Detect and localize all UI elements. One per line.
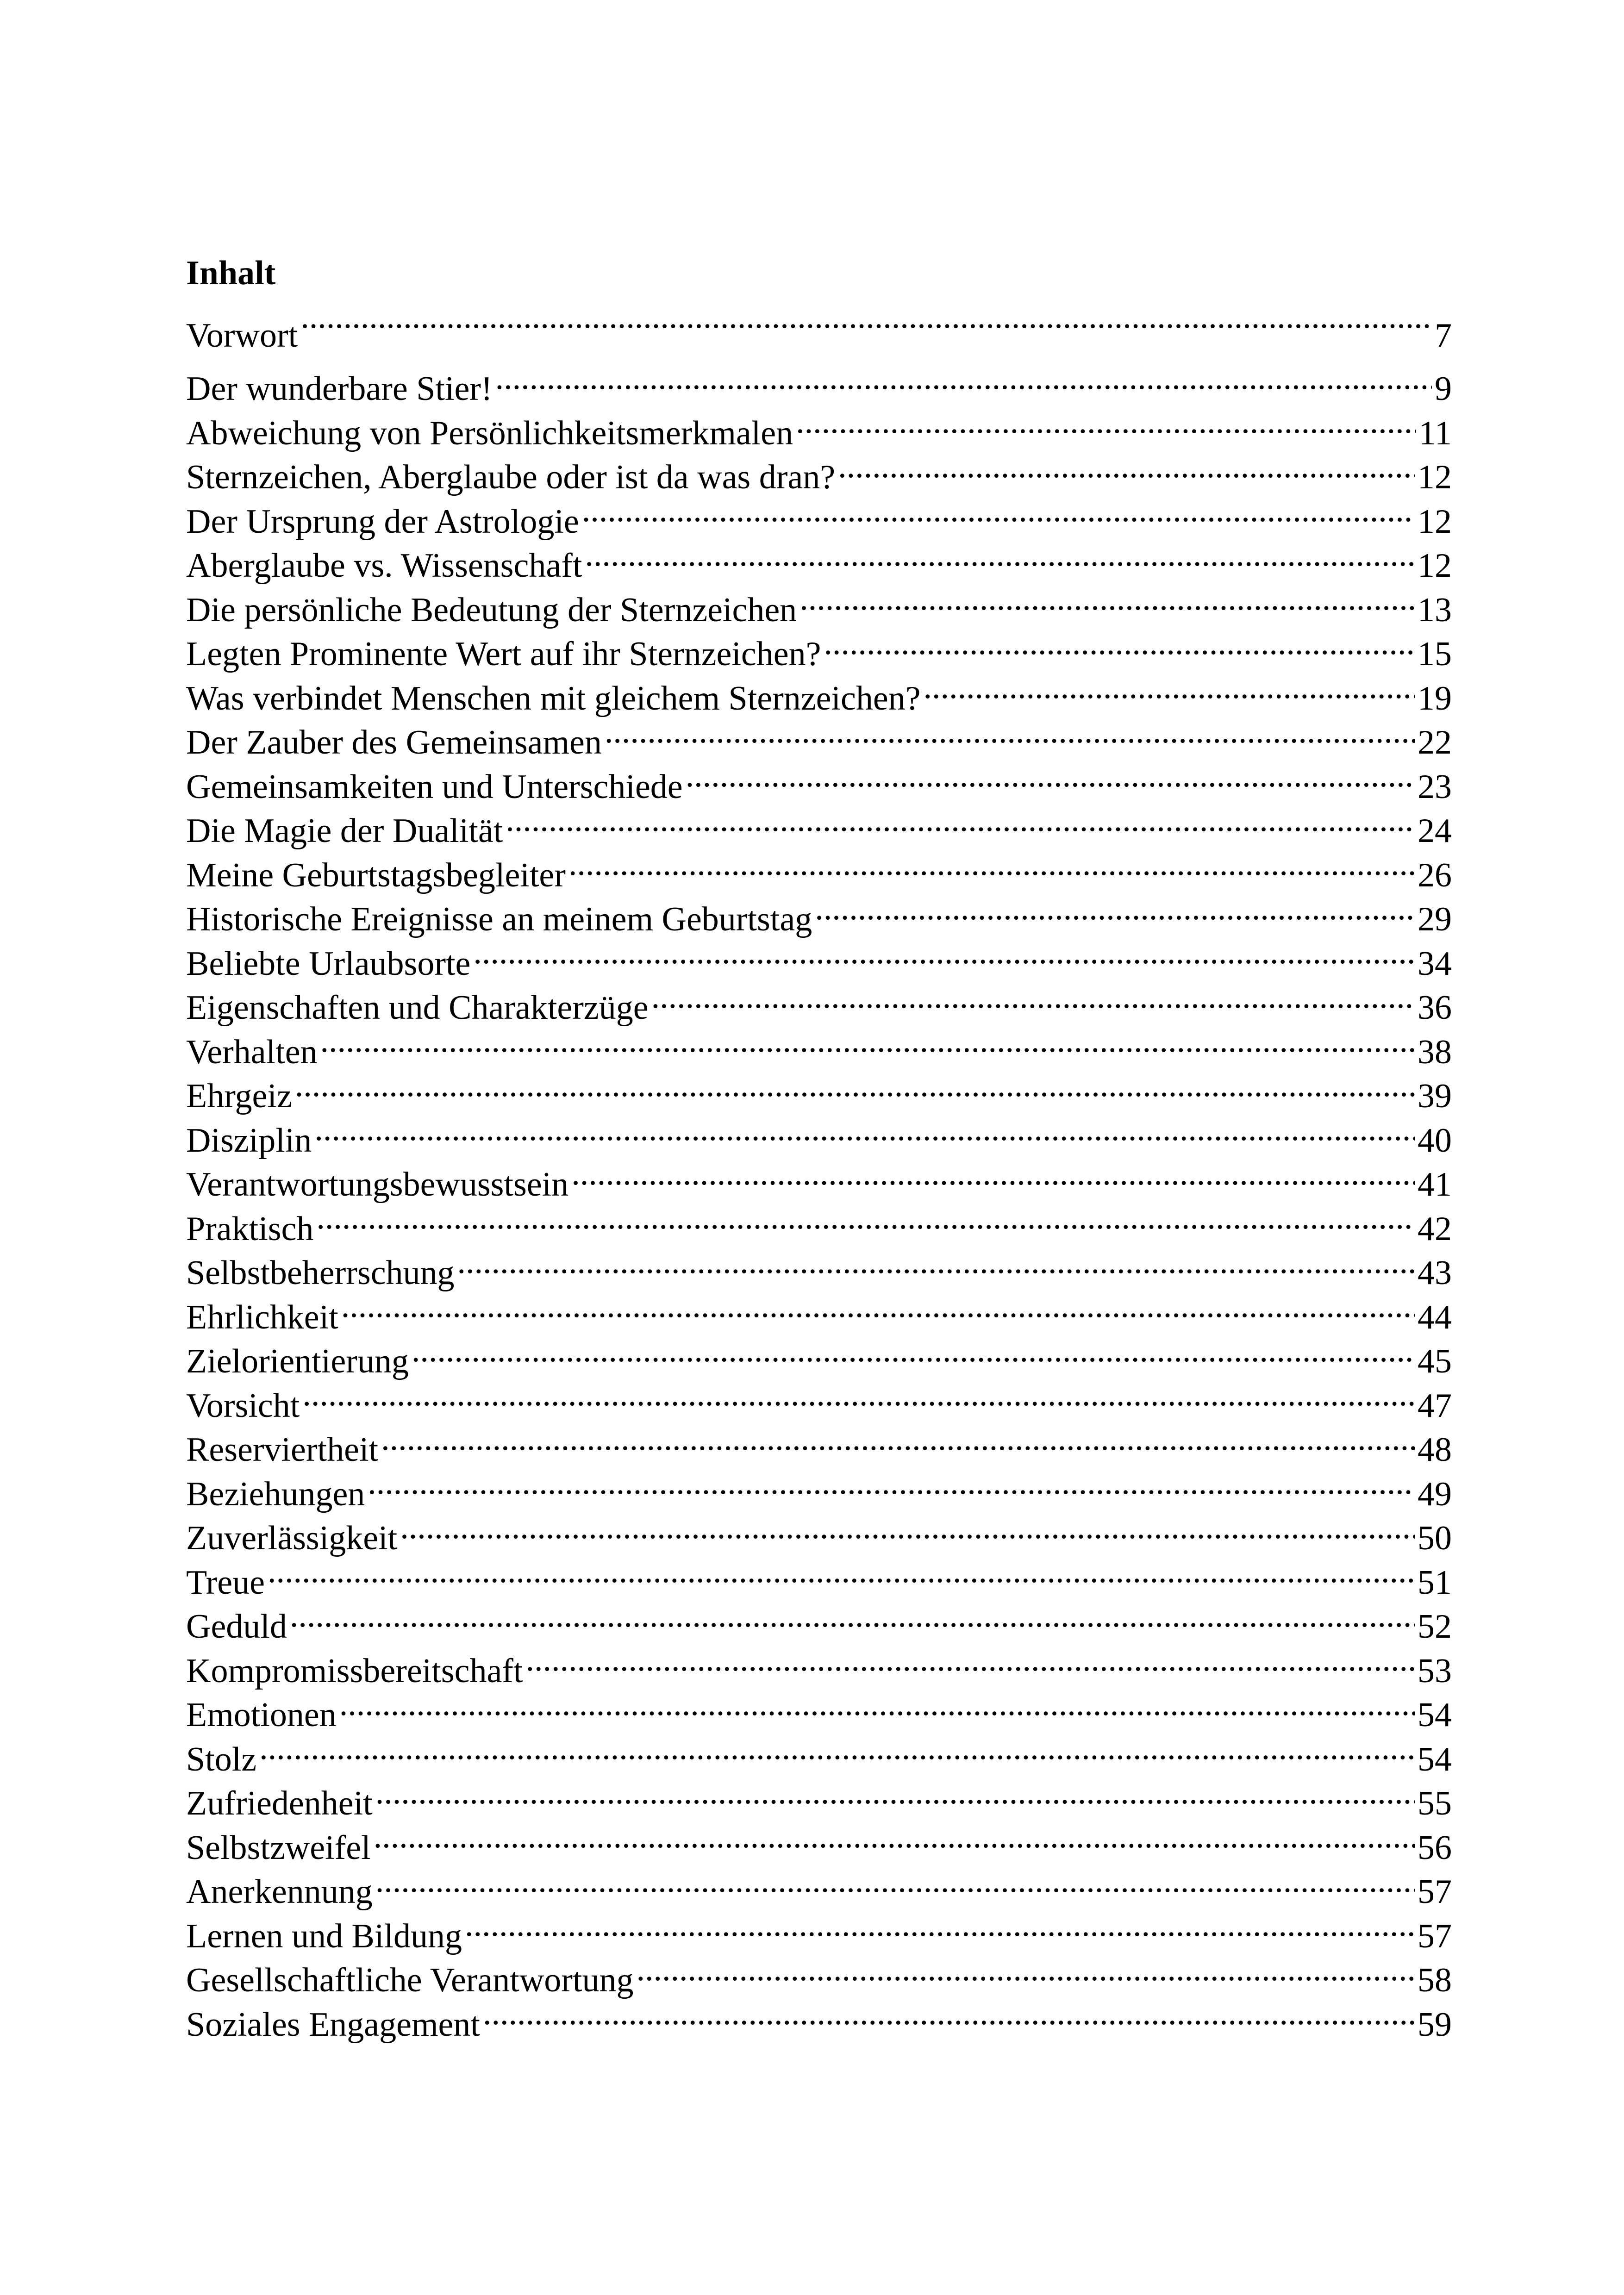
toc-entry-page-number: 9 [1435,370,1452,408]
toc-entry-title: Anerkennung [186,1873,373,1911]
toc-entry [186,1471,1452,1515]
toc-entry-page-number: 59 [1418,2005,1452,2044]
dot-leader [568,852,1415,886]
toc-entry-title: Die Magie der Dualität [186,812,503,850]
toc-entry-title: Stolz [186,1740,257,1778]
toc-entry-title: Ehrlichkeit [186,1298,338,1336]
toc-entry-page-number: 12 [1418,458,1452,496]
toc-entry-title: Eigenschaften und Charakterzüge [186,989,649,1027]
toc-entry-page-number: 39 [1418,1077,1452,1115]
toc-entry [186,896,1452,941]
toc-entry-page-number: 38 [1418,1033,1452,1071]
toc-entry-title: Verhalten [186,1033,318,1071]
toc-entry-page-number: 29 [1418,900,1452,938]
toc-entry-title: Abweichung von Persönlichkeitsmerkmalen [186,414,793,452]
toc-entry [186,1206,1452,1250]
dot-leader [316,1206,1415,1240]
toc-entry-page-number: 41 [1418,1166,1452,1204]
dot-leader [374,1825,1415,1859]
toc-entry [186,852,1452,897]
dot-leader [341,1294,1415,1328]
toc-entry-title: Selbstbeherrschung [186,1254,455,1292]
dot-leader [473,941,1415,975]
toc-entry-title: Legten Prominente Wert auf ihr Sternzeichen? [186,635,821,673]
toc-entry-page-number: 42 [1418,1210,1452,1248]
toc-entry [186,1957,1452,2002]
toc-entry [186,1825,1452,1869]
table-of-contents [186,241,1452,2046]
dot-leader [582,499,1415,533]
toc-entry-title: Kompromissbereitschaft [186,1652,523,1690]
toc-entry [186,1559,1452,1604]
toc-entry [186,675,1452,720]
toc-entry-title: Verantwortungsbewusstsein [186,1166,569,1204]
toc-entry-title: Zielorientierung [186,1342,409,1380]
toc-entry-page-number: 19 [1418,679,1452,717]
toc-entry-page-number: 50 [1418,1519,1452,1557]
toc-entry-title: Der wunderbare Stier! [186,370,493,408]
toc-entry [186,808,1452,852]
toc-entry [186,1338,1452,1383]
toc-entry-title: Die persönliche Bedeutung der Sternzeichen [186,591,797,629]
dot-leader [400,1515,1415,1549]
toc-entry [186,1869,1452,1913]
toc-entry-page-number: 34 [1418,944,1452,983]
dot-leader [838,454,1415,488]
toc-entry-title: Zuverlässigkeit [186,1519,398,1557]
toc-list [186,306,1452,2046]
toc-entry [186,764,1452,808]
dot-leader [268,1559,1415,1594]
toc-entry-title: Beliebte Urlaubsorte [186,944,471,983]
toc-entry-title: Vorwort [186,317,298,355]
toc-entry-page-number: 12 [1418,502,1452,541]
toc-entry [186,1427,1452,1471]
toc-entry-page-number: 23 [1418,767,1452,806]
toc-entry [186,1780,1452,1825]
dot-leader [302,1383,1415,1417]
toc-entry-page-number: 55 [1418,1784,1452,1822]
toc-entry-page-number: 57 [1418,1873,1452,1911]
toc-entry [186,1250,1452,1294]
toc-entry-page-number: 58 [1418,1961,1452,1999]
toc-entry [186,1603,1452,1648]
toc-entry-title: Selbstzweifel [186,1828,371,1867]
toc-entry-title: Emotionen [186,1696,337,1734]
dot-leader [824,631,1415,665]
toc-entry-page-number: 7 [1435,317,1452,355]
toc-entry-page-number: 45 [1418,1342,1452,1380]
toc-entry-title: Aberglaube vs. Wissenschaft [186,547,582,585]
toc-entry [186,985,1452,1029]
dot-leader [924,675,1415,710]
dot-leader [375,1869,1415,1903]
toc-entry [186,306,1452,366]
toc-entry [186,719,1452,764]
dot-leader [636,1957,1415,1991]
dot-leader [465,1913,1415,1947]
toc-entry-page-number: 53 [1418,1652,1452,1690]
dot-leader [300,312,1432,347]
toc-entry [186,941,1452,985]
dot-leader [796,410,1416,444]
toc-entry-title: Gemeinsamkeiten und Unterschiede [186,767,683,806]
toc-entry-title: Beziehungen [186,1475,365,1513]
toc-entry-title: Disziplin [186,1121,312,1160]
toc-entry [186,631,1452,675]
dot-leader [800,587,1415,621]
dot-leader [651,985,1415,1019]
dot-leader [381,1427,1415,1461]
toc-entry [186,1913,1452,1958]
toc-entry-page-number: 47 [1418,1386,1452,1425]
toc-entry [186,1029,1452,1073]
toc-entry-page-number: 52 [1418,1608,1452,1646]
dot-leader [375,1780,1415,1815]
dot-leader [320,1029,1415,1063]
toc-entry [186,1692,1452,1736]
toc-entry-page-number: 11 [1418,414,1452,452]
toc-entry-title: Geduld [186,1608,287,1646]
toc-entry-page-number: 22 [1418,723,1452,761]
toc-entry [186,2002,1452,2046]
toc-entry-page-number: 43 [1418,1254,1452,1292]
dot-leader [585,543,1415,577]
toc-entry [186,1736,1452,1781]
toc-entry [186,1383,1452,1427]
toc-entry-page-number: 54 [1418,1740,1452,1778]
toc-entry-page-number: 56 [1418,1828,1452,1867]
dot-leader [339,1692,1415,1726]
toc-entry-title: Treue [186,1563,265,1602]
dot-leader [457,1250,1415,1284]
toc-entry-page-number: 36 [1418,989,1452,1027]
toc-entry [186,1515,1452,1559]
toc-heading: Inhalt [186,254,276,292]
toc-entry [186,454,1452,499]
toc-entry-page-number: 57 [1418,1917,1452,1955]
dot-leader [368,1471,1415,1505]
toc-entry-title: Ehrgeiz [186,1077,292,1115]
toc-entry-title: Gesellschaftliche Verantwortung [186,1961,634,1999]
toc-entry [186,499,1452,543]
dot-leader [506,808,1415,842]
toc-entry [186,1117,1452,1162]
toc-entry-title: Sternzeichen, Aberglaube oder ist da was dran? [186,458,836,496]
toc-entry [186,1648,1452,1692]
toc-entry-title: Zufriedenheit [186,1784,373,1822]
dot-leader [295,1073,1415,1107]
toc-entry-title: Soziales Engagement [186,2005,480,2044]
toc-entry-page-number: 26 [1418,856,1452,894]
dot-leader [686,764,1415,798]
toc-entry-title: Lernen und Bildung [186,1917,462,1955]
toc-entry-page-number: 13 [1418,591,1452,629]
toc-entry [186,543,1452,587]
dot-leader [495,366,1432,400]
toc-entry-title: Vorsicht [186,1386,300,1425]
toc-entry-page-number: 12 [1418,547,1452,585]
toc-entry-page-number: 15 [1418,635,1452,673]
toc-entry-title: Praktisch [186,1210,314,1248]
toc-entry [186,410,1452,455]
toc-entry-page-number: 40 [1418,1121,1452,1160]
toc-entry-title: Was verbindet Menschen mit gleichem Sternzeichen? [186,679,921,717]
toc-entry-title: Meine Geburtstagsbegleiter [186,856,566,894]
toc-entry-page-number: 48 [1418,1431,1452,1469]
toc-entry-page-number: 54 [1418,1696,1452,1734]
toc-entry-title: Historische Ereignisse an meinem Geburtstag [186,900,812,938]
toc-entry [186,587,1452,631]
dot-leader [412,1338,1415,1372]
dot-leader [259,1736,1415,1771]
toc-entry-title: Der Ursprung der Astrologie [186,502,579,541]
toc-entry [186,1161,1452,1206]
toc-entry-title: Der Zauber des Gemeinsamen [186,723,602,761]
toc-entry-page-number: 49 [1418,1475,1452,1513]
toc-entry [186,366,1452,410]
dot-leader [290,1603,1415,1638]
toc-entry-page-number: 24 [1418,812,1452,850]
dot-leader [605,719,1415,754]
dot-leader [571,1161,1415,1196]
toc-entry-page-number: 44 [1418,1298,1452,1336]
dot-leader [314,1117,1415,1152]
dot-leader [526,1648,1415,1682]
dot-leader [483,2002,1415,2036]
dot-leader [815,896,1415,930]
toc-entry-page-number: 51 [1418,1563,1452,1602]
toc-entry [186,1073,1452,1117]
toc-entry [186,1294,1452,1339]
toc-entry-title: Reserviertheit [186,1431,379,1469]
